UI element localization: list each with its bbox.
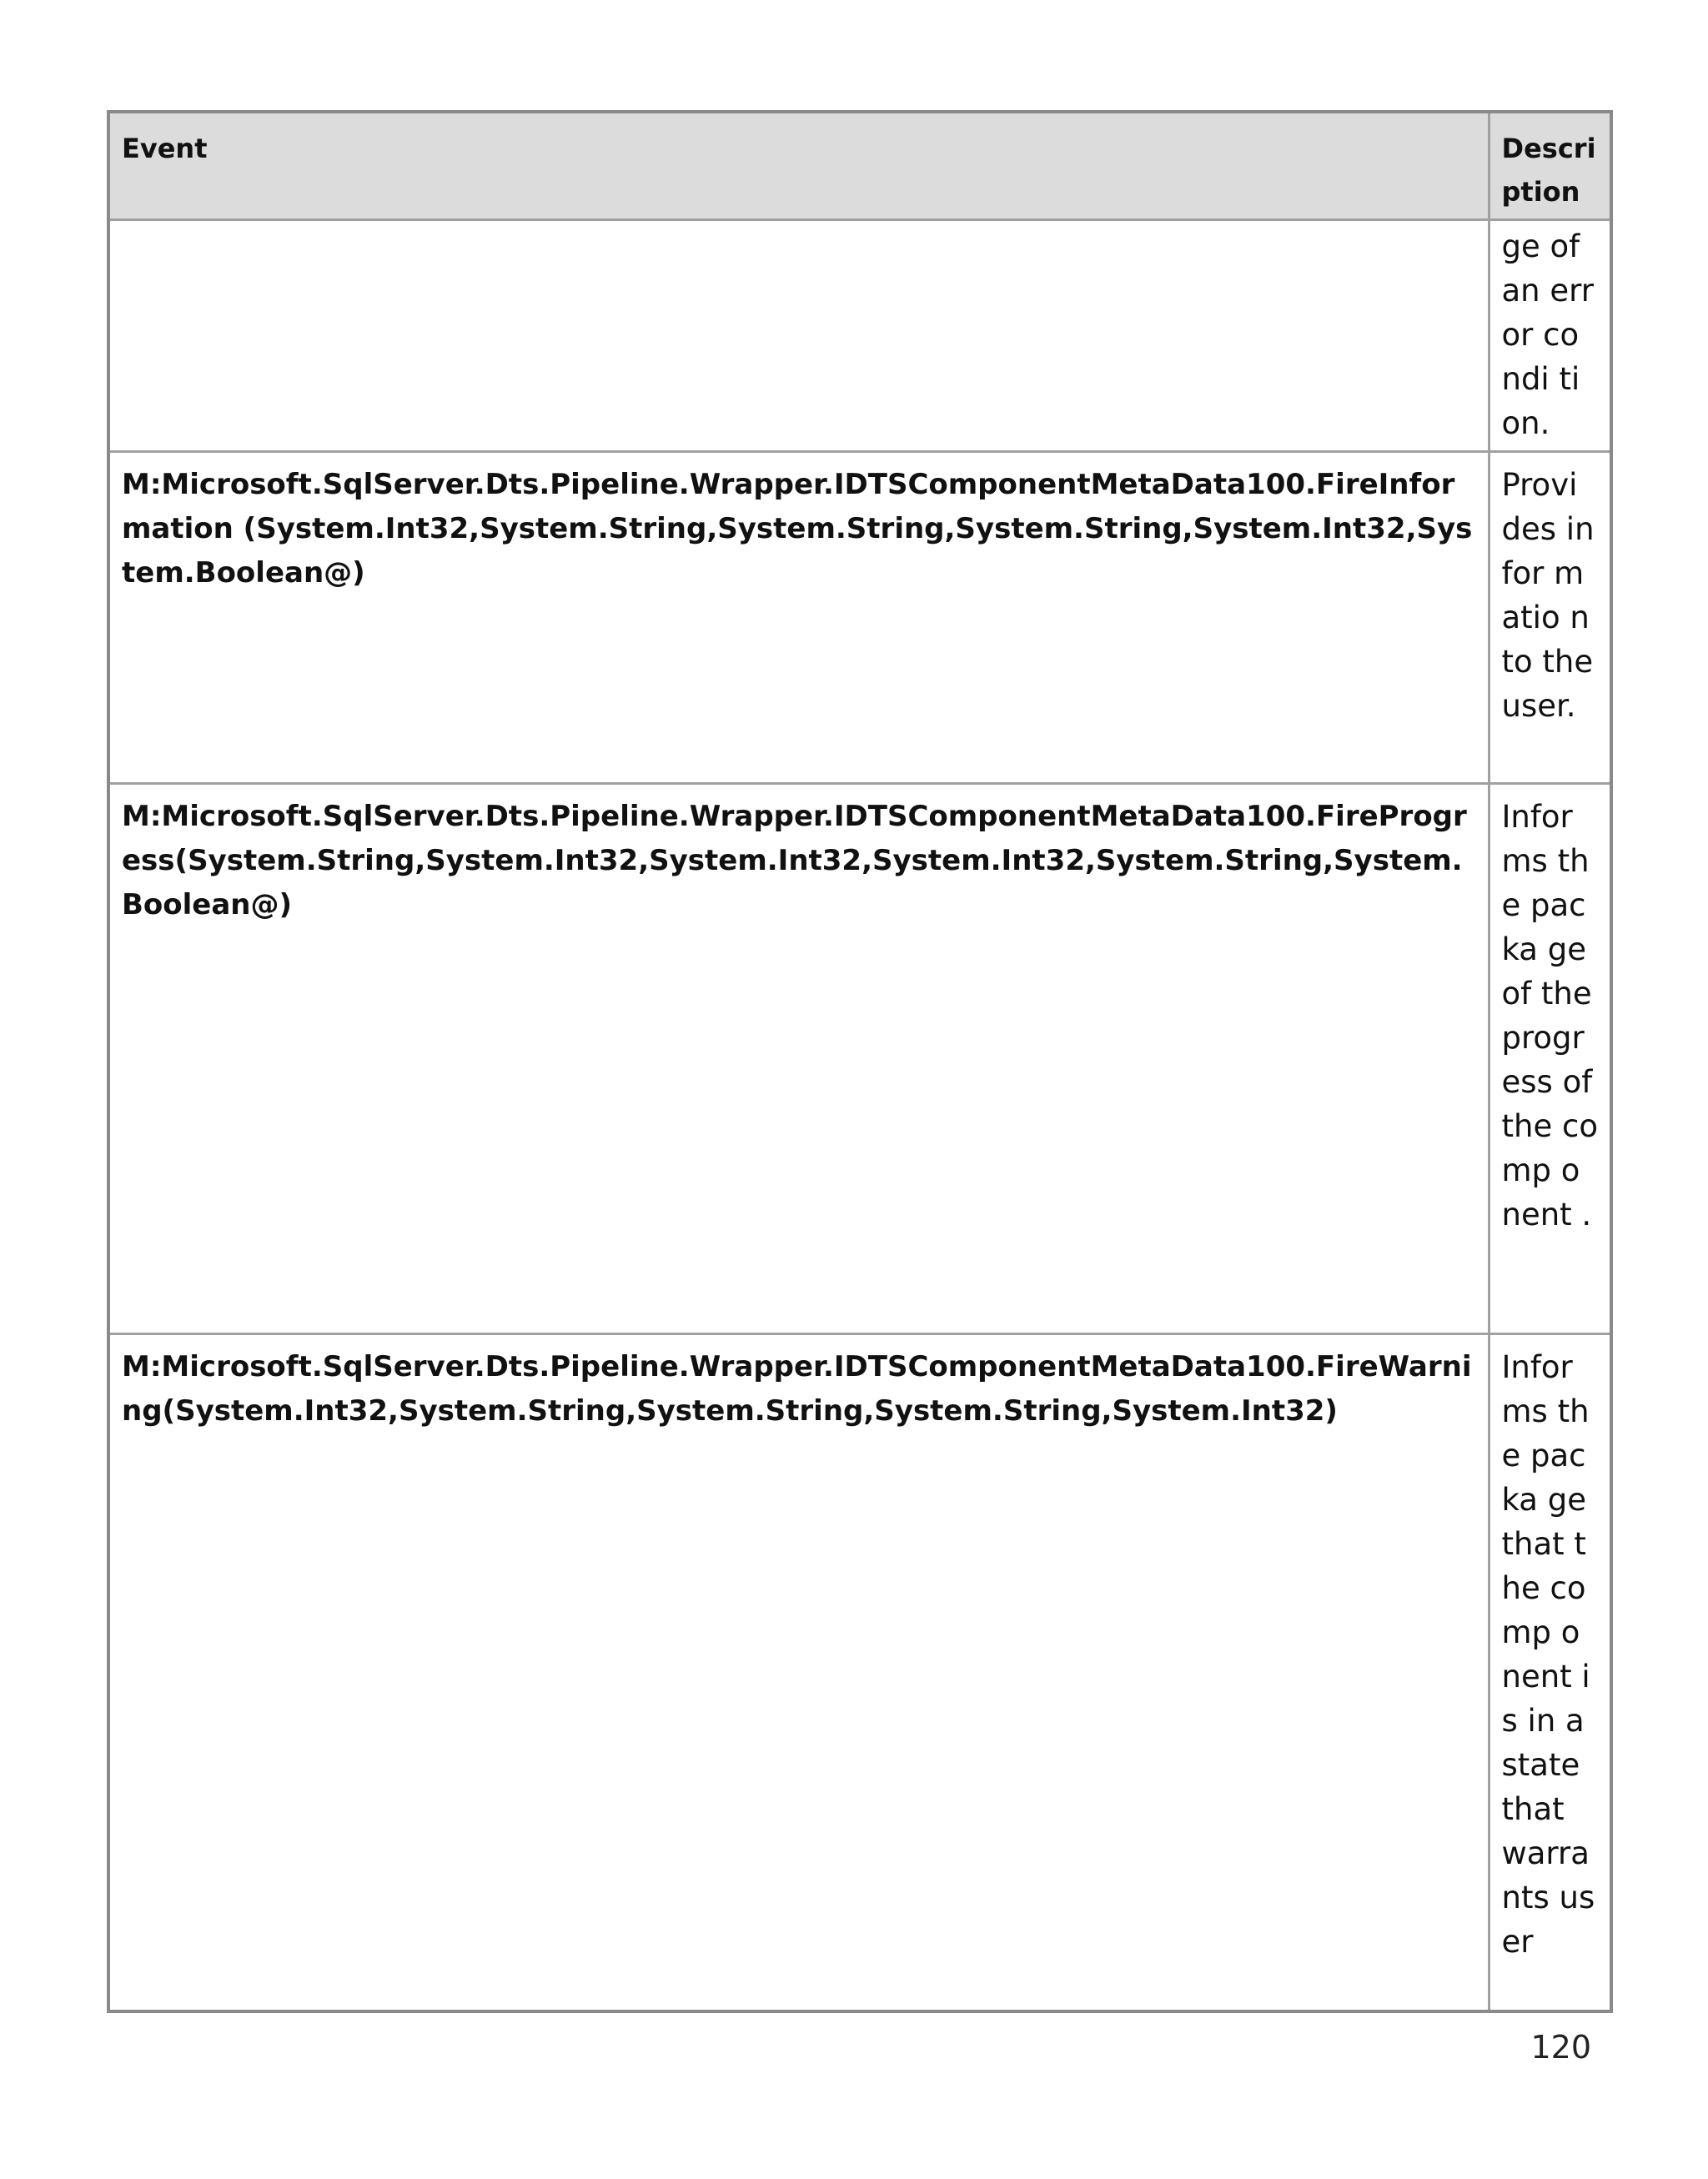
description-cell: Infor ms the packa ge of the progr ess of the comp onent . — [1489, 784, 1611, 1334]
event-column-header: Event — [108, 112, 1489, 220]
description-cell: Provi des infor matio n to the user. — [1489, 452, 1611, 784]
description-column-header: Descri ption — [1489, 112, 1611, 220]
table-row — [108, 1334, 1611, 2011]
table-row — [108, 784, 1611, 1334]
page-number: 120 — [1530, 2029, 1591, 2066]
event-cell: M:Microsoft.SqlServer.Dts.Pipeline.Wrapper.IDTSComponentMetaData100.FireProgress(System.String,System.Int32,System.Int32,System.Int32,System.String,System.Boolean@) — [108, 784, 1489, 1334]
events-table — [107, 110, 1613, 2013]
description-cell: ge of an error condi tion. — [1489, 220, 1611, 452]
event-cell: M:Microsoft.SqlServer.Dts.Pipeline.Wrapper.IDTSComponentMetaData100.FireInformation (System.Int32,System.String,System.String,System.String,System.Int32,System.Boolean@) — [108, 452, 1489, 784]
description-cell: Infor ms the packa ge that the comp onent is in a state that warra nts user — [1489, 1334, 1611, 2011]
table-header-row — [108, 112, 1611, 220]
table-row — [108, 452, 1611, 784]
table-row — [108, 220, 1611, 452]
event-cell: M:Microsoft.SqlServer.Dts.Pipeline.Wrapper.IDTSComponentMetaData100.FireWarning(System.Int32,System.String,System.String,System.String,System.Int32) — [108, 1334, 1489, 2011]
event-cell — [108, 220, 1489, 452]
